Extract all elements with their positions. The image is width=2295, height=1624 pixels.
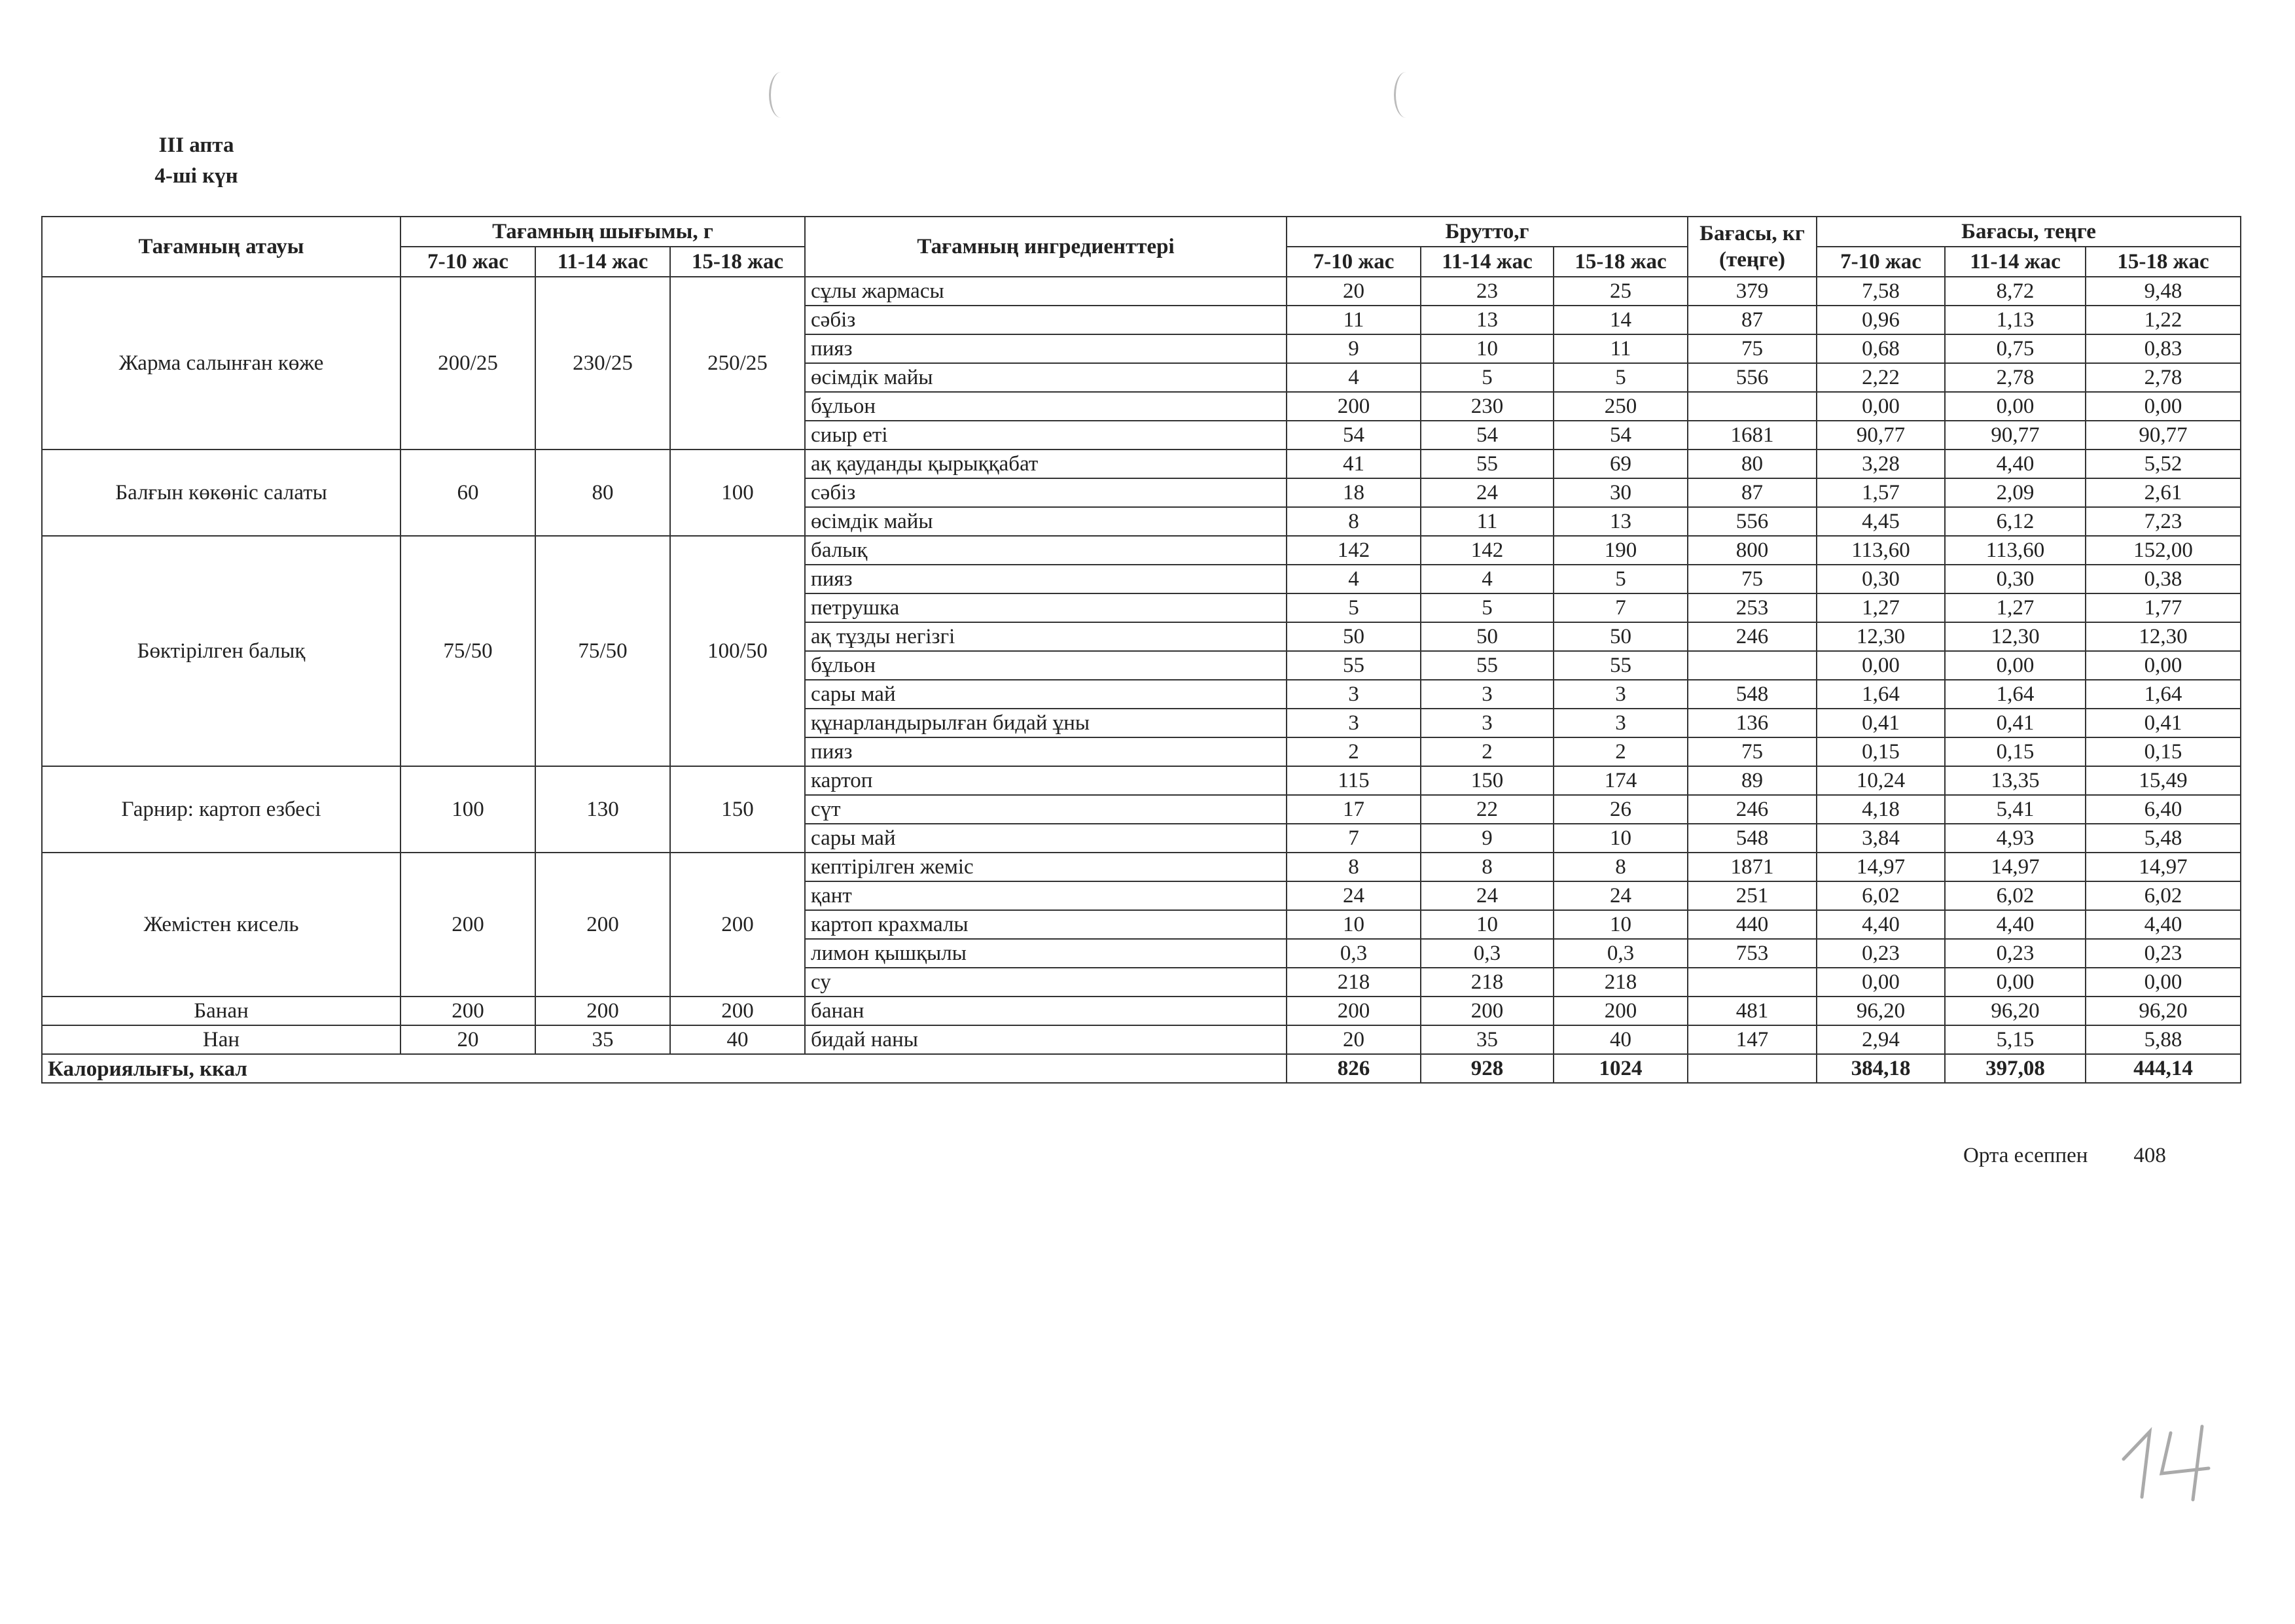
dish-yield: 75/50: [400, 536, 535, 766]
header-cost-age: 7-10 жас: [1817, 247, 1945, 277]
gross-value: 2: [1554, 737, 1688, 766]
gross-value: 8: [1287, 853, 1421, 881]
table-row: [42, 997, 2241, 1025]
cost-value: 4,40: [1945, 450, 2086, 478]
gross-value: 55: [1421, 651, 1554, 680]
dish-yield: 100: [670, 450, 805, 536]
dish-yield: 250/25: [670, 277, 805, 450]
cost-value: 1,64: [2086, 680, 2241, 709]
ingredient-name: сиыр еті: [805, 421, 1287, 450]
price-per-kg: 800: [1688, 536, 1817, 565]
gross-value: 17: [1287, 795, 1421, 824]
cost-value: 1,57: [1817, 478, 1945, 507]
cost-value: 3,84: [1817, 824, 1945, 853]
dish-yield: 60: [400, 450, 535, 536]
cost-value: 14,97: [1945, 853, 2086, 881]
dish-yield: 200: [400, 853, 535, 997]
cost-value: 6,02: [1817, 881, 1945, 910]
cost-value: 0,41: [1945, 709, 2086, 737]
dish-yield: 20: [400, 1025, 535, 1054]
gross-value: 14: [1554, 306, 1688, 334]
week-heading: III апта: [158, 133, 234, 157]
header-yield-age: 11-14 жас: [535, 247, 670, 277]
cost-value: 0,23: [1817, 939, 1945, 968]
price-per-kg: 75: [1688, 334, 1817, 363]
dish-yield: 40: [670, 1025, 805, 1054]
gross-value: 190: [1554, 536, 1688, 565]
cost-value: 12,30: [1945, 622, 2086, 651]
ingredient-name: кептірілген жеміс: [805, 853, 1287, 881]
cost-value: 113,60: [1945, 536, 2086, 565]
gross-value: 24: [1287, 881, 1421, 910]
cost-value: 2,94: [1817, 1025, 1945, 1054]
gross-value: 4: [1421, 565, 1554, 593]
cost-value: 0,15: [2086, 737, 2241, 766]
total-gross: 826: [1287, 1054, 1421, 1083]
cost-value: 0,30: [1945, 565, 2086, 593]
header-cost-age: 15-18 жас: [2086, 247, 2241, 277]
gross-value: 3: [1421, 709, 1554, 737]
price-per-kg: 548: [1688, 680, 1817, 709]
ingredient-name: сұлы жармасы: [805, 277, 1287, 306]
cost-value: 2,78: [2086, 363, 2241, 392]
gross-value: 5: [1421, 593, 1554, 622]
ingredient-name: бұльон: [805, 651, 1287, 680]
gross-value: 8: [1421, 853, 1554, 881]
gross-value: 200: [1287, 997, 1421, 1025]
gross-value: 3: [1287, 680, 1421, 709]
cost-value: 4,93: [1945, 824, 2086, 853]
gross-value: 54: [1554, 421, 1688, 450]
cost-value: 0,15: [1945, 737, 2086, 766]
gross-value: 11: [1421, 507, 1554, 536]
ingredient-name: су: [805, 968, 1287, 997]
header-cost-age: 11-14 жас: [1945, 247, 2086, 277]
cost-value: 1,64: [1945, 680, 2086, 709]
cost-value: 6,02: [1945, 881, 2086, 910]
gross-value: 54: [1287, 421, 1421, 450]
gross-value: 24: [1421, 478, 1554, 507]
ingredient-name: сары май: [805, 824, 1287, 853]
cost-value: 6,40: [2086, 795, 2241, 824]
cost-value: 7,58: [1817, 277, 1945, 306]
header-price-per-kg: Бағасы, кг (теңге): [1688, 217, 1817, 277]
price-per-kg: 246: [1688, 795, 1817, 824]
cost-value: 13,35: [1945, 766, 2086, 795]
cost-value: 4,45: [1817, 507, 1945, 536]
cost-value: 6,12: [1945, 507, 2086, 536]
cost-value: 5,88: [2086, 1025, 2241, 1054]
cost-value: 0,68: [1817, 334, 1945, 363]
gross-value: 3: [1287, 709, 1421, 737]
dish-name: Жарма салынған көже: [42, 277, 400, 450]
price-per-kg: 253: [1688, 593, 1817, 622]
dish-name: Нан: [42, 1025, 400, 1054]
cost-value: 0,75: [1945, 334, 2086, 363]
cost-value: 0,00: [1945, 392, 2086, 421]
cost-value: 1,13: [1945, 306, 2086, 334]
gross-value: 22: [1421, 795, 1554, 824]
cost-value: 90,77: [1817, 421, 1945, 450]
gross-value: 25: [1554, 277, 1688, 306]
gross-value: 218: [1421, 968, 1554, 997]
gross-value: 4: [1287, 363, 1421, 392]
cost-value: 0,00: [1817, 651, 1945, 680]
gross-value: 0,3: [1554, 939, 1688, 968]
dish-yield: 150: [670, 766, 805, 853]
gross-value: 0,3: [1287, 939, 1421, 968]
gross-value: 9: [1421, 824, 1554, 853]
dish-yield: 200: [535, 853, 670, 997]
gross-value: 13: [1554, 507, 1688, 536]
gross-value: 55: [1554, 651, 1688, 680]
gross-value: 40: [1554, 1025, 1688, 1054]
dish-yield: 100: [400, 766, 535, 853]
gross-value: 26: [1554, 795, 1688, 824]
price-per-kg: 136: [1688, 709, 1817, 737]
price-per-kg: 147: [1688, 1025, 1817, 1054]
gross-value: 3: [1421, 680, 1554, 709]
price-per-kg: 379: [1688, 277, 1817, 306]
cost-value: 0,00: [1817, 968, 1945, 997]
gross-value: 50: [1287, 622, 1421, 651]
gross-value: 10: [1421, 334, 1554, 363]
gross-value: 5: [1554, 363, 1688, 392]
cost-value: 4,40: [2086, 910, 2241, 939]
cost-value: 12,30: [2086, 622, 2241, 651]
cost-value: 15,49: [2086, 766, 2241, 795]
calories-label: Калориялығы, ккал: [42, 1054, 1287, 1083]
gross-value: 20: [1287, 1025, 1421, 1054]
cost-value: 0,23: [2086, 939, 2241, 968]
gross-value: 7: [1287, 824, 1421, 853]
ingredient-name: банан: [805, 997, 1287, 1025]
gross-value: 18: [1287, 478, 1421, 507]
gross-value: 174: [1554, 766, 1688, 795]
cost-value: 0,00: [2086, 392, 2241, 421]
menu-body: [42, 277, 2241, 1054]
cost-value: 10,24: [1817, 766, 1945, 795]
dish-yield: 200: [670, 997, 805, 1025]
gross-value: 20: [1287, 277, 1421, 306]
cost-value: 8,72: [1945, 277, 2086, 306]
total-gross: 1024: [1554, 1054, 1688, 1083]
gross-value: 142: [1421, 536, 1554, 565]
cost-value: 0,00: [2086, 651, 2241, 680]
gross-value: 4: [1287, 565, 1421, 593]
gross-value: 23: [1421, 277, 1554, 306]
price-per-kg: 1681: [1688, 421, 1817, 450]
table-row: [42, 277, 2241, 306]
dish-name: Банан: [42, 997, 400, 1025]
cost-value: 96,20: [1817, 997, 1945, 1025]
cost-value: 9,48: [2086, 277, 2241, 306]
table-row: [42, 853, 2241, 881]
handwritten-page-number: [2110, 1413, 2222, 1505]
total-price-blank: [1688, 1054, 1817, 1083]
price-per-kg: 89: [1688, 766, 1817, 795]
gross-value: 54: [1421, 421, 1554, 450]
price-per-kg: 556: [1688, 507, 1817, 536]
ingredient-name: пияз: [805, 737, 1287, 766]
cost-value: 5,41: [1945, 795, 2086, 824]
punch-mark: [1394, 72, 1418, 118]
gross-value: 115: [1287, 766, 1421, 795]
gross-value: 7: [1554, 593, 1688, 622]
ingredient-name: ақ қауданды қырыққабат: [805, 450, 1287, 478]
ingredient-name: картоп: [805, 766, 1287, 795]
gross-value: 5: [1421, 363, 1554, 392]
table-row: [42, 450, 2241, 478]
total-cost: 444,14: [2086, 1054, 2241, 1083]
table-row: [42, 536, 2241, 565]
cost-value: 5,52: [2086, 450, 2241, 478]
cost-value: 0,00: [1817, 392, 1945, 421]
gross-value: 8: [1554, 853, 1688, 881]
cost-value: 2,78: [1945, 363, 2086, 392]
totals-row: [42, 1054, 2241, 1083]
gross-value: 9: [1287, 334, 1421, 363]
gross-value: 3: [1554, 680, 1688, 709]
cost-value: 1,77: [2086, 593, 2241, 622]
gross-value: 200: [1421, 997, 1554, 1025]
price-per-kg: 246: [1688, 622, 1817, 651]
dish-yield: 200: [535, 997, 670, 1025]
price-per-kg: 753: [1688, 939, 1817, 968]
cost-value: 6,02: [2086, 881, 2241, 910]
ingredient-name: балық: [805, 536, 1287, 565]
price-per-kg: 75: [1688, 737, 1817, 766]
ingredient-name: картоп крахмалы: [805, 910, 1287, 939]
dish-yield: 130: [535, 766, 670, 853]
ingredient-name: сары май: [805, 680, 1287, 709]
dish-name: Гарнир: картоп езбесі: [42, 766, 400, 853]
ingredient-name: бұльон: [805, 392, 1287, 421]
dish-name: Балғын көкөніс салаты: [42, 450, 400, 536]
gross-value: 5: [1554, 565, 1688, 593]
gross-value: 218: [1554, 968, 1688, 997]
cost-value: 1,22: [2086, 306, 2241, 334]
ingredient-name: петрушка: [805, 593, 1287, 622]
header-yield-age: 7-10 жас: [400, 247, 535, 277]
gross-value: 10: [1287, 910, 1421, 939]
header-dish: Тағамның атауы: [42, 217, 400, 277]
gross-value: 69: [1554, 450, 1688, 478]
cost-value: 1,27: [1945, 593, 2086, 622]
price-per-kg: [1688, 392, 1817, 421]
ingredient-name: пияз: [805, 334, 1287, 363]
cost-value: 0,00: [1945, 968, 2086, 997]
cost-value: 152,00: [2086, 536, 2241, 565]
cost-value: 90,77: [1945, 421, 2086, 450]
header-gross-age: 7-10 жас: [1287, 247, 1421, 277]
ingredient-name: бидай наны: [805, 1025, 1287, 1054]
cost-value: 4,40: [1817, 910, 1945, 939]
gross-value: 55: [1421, 450, 1554, 478]
dish-name: Жемістен кисель: [42, 853, 400, 997]
cost-value: 113,60: [1817, 536, 1945, 565]
gross-value: 200: [1287, 392, 1421, 421]
gross-value: 30: [1554, 478, 1688, 507]
cost-value: 1,64: [1817, 680, 1945, 709]
price-per-kg: [1688, 968, 1817, 997]
ingredient-name: өсімдік майы: [805, 507, 1287, 536]
ingredient-name: ақ тұзды негізгі: [805, 622, 1287, 651]
dish-yield: 230/25: [535, 277, 670, 450]
dish-yield: 200/25: [400, 277, 535, 450]
total-cost: 384,18: [1817, 1054, 1945, 1083]
total-cost: 397,08: [1945, 1054, 2086, 1083]
gross-value: 10: [1421, 910, 1554, 939]
ingredient-name: құнарландырылған бидай ұны: [805, 709, 1287, 737]
gross-value: 13: [1421, 306, 1554, 334]
cost-value: 0,23: [1945, 939, 2086, 968]
average-label: Орта есеппен: [1963, 1144, 2088, 1167]
cost-value: 1,27: [1817, 593, 1945, 622]
ingredient-name: пияз: [805, 565, 1287, 593]
gross-value: 11: [1287, 306, 1421, 334]
gross-value: 55: [1287, 651, 1421, 680]
header-gross-group: Брутто,г: [1287, 217, 1688, 247]
cost-value: 0,41: [1817, 709, 1945, 737]
cost-value: 2,09: [1945, 478, 2086, 507]
punch-mark: [769, 72, 793, 118]
price-per-kg: 440: [1688, 910, 1817, 939]
menu-table: [41, 216, 2241, 1084]
gross-value: 35: [1421, 1025, 1554, 1054]
cost-value: 90,77: [2086, 421, 2241, 450]
cost-value: 0,83: [2086, 334, 2241, 363]
gross-value: 0,3: [1421, 939, 1554, 968]
dish-yield: 100/50: [670, 536, 805, 766]
gross-value: 250: [1554, 392, 1688, 421]
cost-value: 0,30: [1817, 565, 1945, 593]
dish-name: Бөктірілген балық: [42, 536, 400, 766]
gross-value: 2: [1421, 737, 1554, 766]
gross-value: 230: [1421, 392, 1554, 421]
day-heading: 4-ші күн: [154, 164, 238, 188]
price-per-kg: 251: [1688, 881, 1817, 910]
cost-value: 14,97: [2086, 853, 2241, 881]
gross-value: 150: [1421, 766, 1554, 795]
header-ingredients: Тағамның ингредиенттері: [805, 217, 1287, 277]
cost-value: 4,18: [1817, 795, 1945, 824]
cost-value: 96,20: [1945, 997, 2086, 1025]
header-yield-age: 15-18 жас: [670, 247, 805, 277]
cost-value: 0,15: [1817, 737, 1945, 766]
cost-value: 96,20: [2086, 997, 2241, 1025]
price-per-kg: 87: [1688, 306, 1817, 334]
cost-value: 12,30: [1817, 622, 1945, 651]
header-row-top: [42, 217, 2241, 247]
cost-value: 5,48: [2086, 824, 2241, 853]
gross-value: 8: [1287, 507, 1421, 536]
gross-value: 218: [1287, 968, 1421, 997]
ingredient-name: сәбіз: [805, 478, 1287, 507]
dish-yield: 200: [670, 853, 805, 997]
gross-value: 24: [1554, 881, 1688, 910]
gross-value: 2: [1287, 737, 1421, 766]
cost-value: 4,40: [1945, 910, 2086, 939]
cost-value: 0,41: [2086, 709, 2241, 737]
gross-value: 5: [1287, 593, 1421, 622]
gross-value: 10: [1554, 910, 1688, 939]
cost-value: 0,00: [1945, 651, 2086, 680]
price-per-kg: 80: [1688, 450, 1817, 478]
average-line: [1963, 1144, 2166, 1168]
table-row: [42, 766, 2241, 795]
dish-yield: 80: [535, 450, 670, 536]
cost-value: 14,97: [1817, 853, 1945, 881]
gross-value: 41: [1287, 450, 1421, 478]
gross-value: 50: [1421, 622, 1554, 651]
cost-value: 2,22: [1817, 363, 1945, 392]
price-per-kg: 75: [1688, 565, 1817, 593]
price-per-kg: [1688, 651, 1817, 680]
dish-yield: 200: [400, 997, 535, 1025]
gross-value: 10: [1554, 824, 1688, 853]
header-gross-age: 11-14 жас: [1421, 247, 1554, 277]
price-per-kg: 556: [1688, 363, 1817, 392]
header-gross-age: 15-18 жас: [1554, 247, 1688, 277]
average-value: 408: [2133, 1144, 2166, 1167]
scan-top-edge: [0, 20, 2295, 33]
gross-value: 50: [1554, 622, 1688, 651]
ingredient-name: сәбіз: [805, 306, 1287, 334]
gross-value: 11: [1554, 334, 1688, 363]
gross-value: 200: [1554, 997, 1688, 1025]
cost-value: 3,28: [1817, 450, 1945, 478]
cost-value: 0,00: [2086, 968, 2241, 997]
gross-value: 3: [1554, 709, 1688, 737]
table-row: [42, 1025, 2241, 1054]
price-per-kg: 481: [1688, 997, 1817, 1025]
cost-value: 5,15: [1945, 1025, 2086, 1054]
dish-yield: 75/50: [535, 536, 670, 766]
gross-value: 24: [1421, 881, 1554, 910]
ingredient-name: сүт: [805, 795, 1287, 824]
ingredient-name: қант: [805, 881, 1287, 910]
price-per-kg: 548: [1688, 824, 1817, 853]
header-yield-group: Тағамның шығымы, г: [400, 217, 805, 247]
price-per-kg: 87: [1688, 478, 1817, 507]
ingredient-name: өсімдік майы: [805, 363, 1287, 392]
cost-value: 7,23: [2086, 507, 2241, 536]
total-gross: 928: [1421, 1054, 1554, 1083]
gross-value: 142: [1287, 536, 1421, 565]
cost-value: 2,61: [2086, 478, 2241, 507]
header-cost-group: Бағасы, теңге: [1817, 217, 2241, 247]
cost-value: 0,96: [1817, 306, 1945, 334]
dish-yield: 35: [535, 1025, 670, 1054]
price-per-kg: 1871: [1688, 853, 1817, 881]
ingredient-name: лимон қышқылы: [805, 939, 1287, 968]
cost-value: 0,38: [2086, 565, 2241, 593]
